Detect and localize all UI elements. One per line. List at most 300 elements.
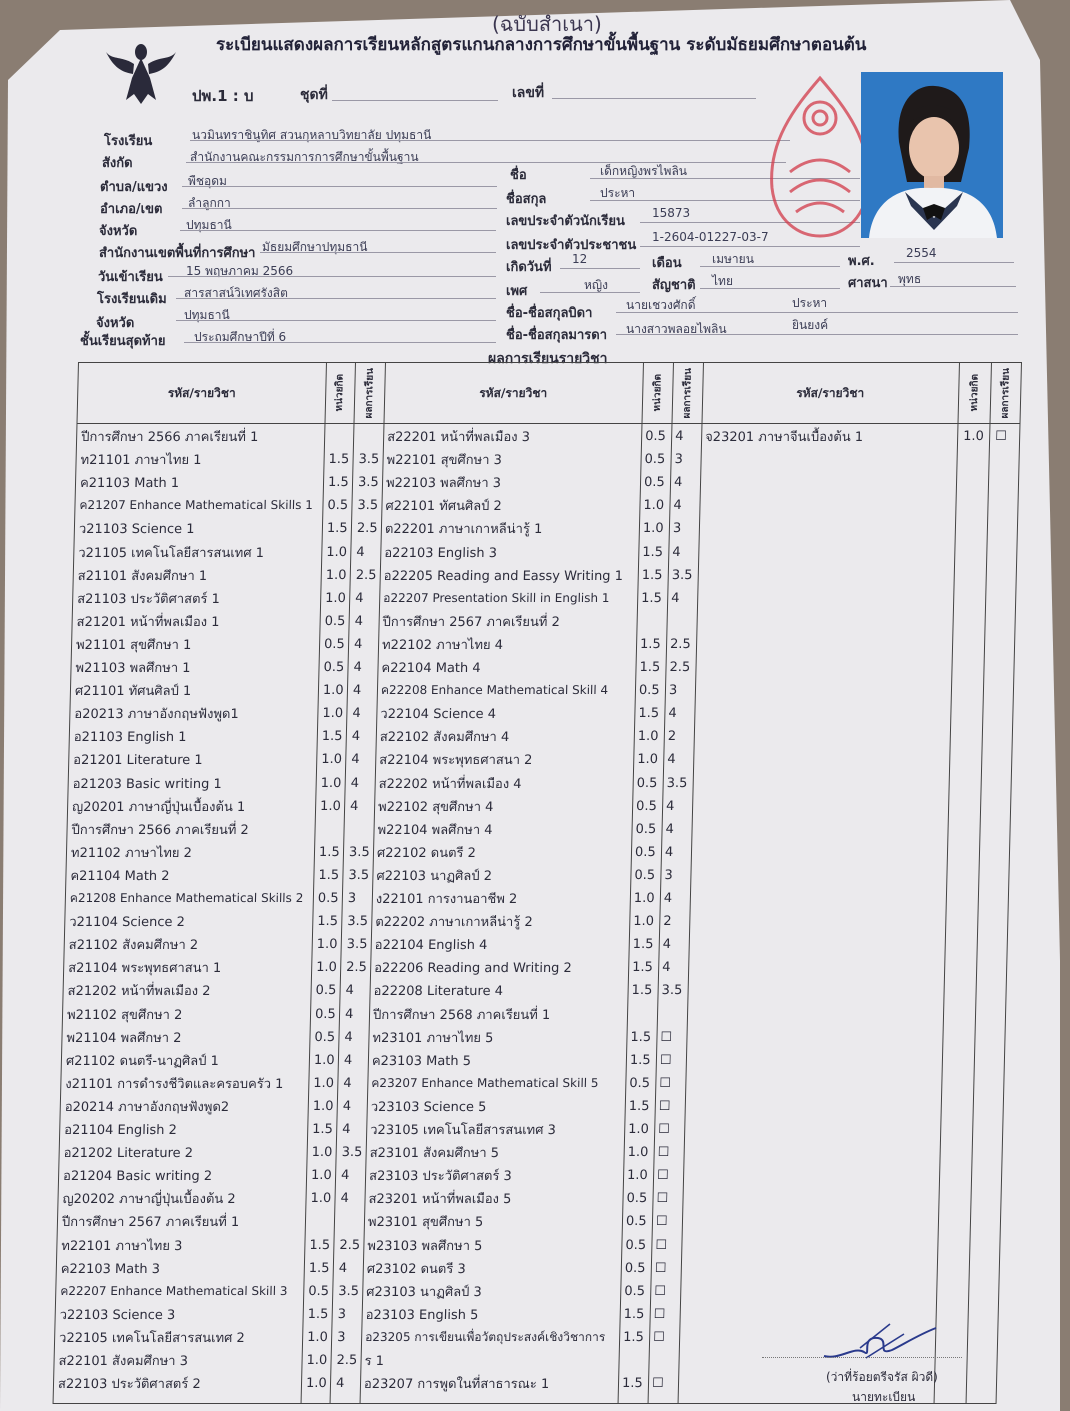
province-label: จังหวัด [99, 224, 138, 239]
grade-cell: 4 [662, 937, 672, 953]
grade-cell: 3.5 [346, 937, 368, 953]
father-label: ชื่อ-ชื่อสกุลบิดา [506, 306, 593, 321]
subject-cell: ส22202 หน้าที่พลเมือง 4 [378, 776, 522, 792]
subject-cell: ค22207 Enhance Mathematical Skill 3 [60, 1283, 288, 1298]
subject-cell: ส23101 สังคมศึกษา 5 [369, 1146, 500, 1162]
subject-cell: อ23103 English 5 [365, 1307, 479, 1323]
credit-cell: 1.0 [633, 891, 655, 906]
credit-cell: 1.0 [306, 1329, 329, 1345]
grade-cell: 4 [352, 706, 361, 722]
grade-cell: 4 [344, 1006, 354, 1022]
subject-cell: พ21104 พลศึกษา 2 [66, 1030, 182, 1046]
credit-cell: 1.5 [632, 937, 654, 953]
grade-cell: 3 [668, 683, 678, 699]
credit-cell: 1.5 [308, 1260, 330, 1276]
subject-cell: ง21101 การดำรงชีวิตและครอบครัว 1 [65, 1076, 284, 1092]
citizen-id-label: เลขประจำตัวประชาชน [506, 238, 637, 253]
grade-cell: ☐ [655, 1214, 668, 1230]
col3-grade-line [966, 363, 992, 1403]
results-section-title: ผลการเรียนรายวิชา [488, 351, 608, 367]
grade-cell: 4 [342, 1122, 351, 1137]
grade-cell: 3.5 [671, 567, 693, 583]
subject-cell: ค21207 Enhance Mathematical Skills 1 [79, 498, 314, 513]
subject-cell: อ20214 ภาษาอังกฤษฟังพูด2 [64, 1099, 230, 1115]
subject-cell: ว22105 เทคโนโลยีสารสนเทศ 2 [58, 1330, 245, 1346]
mother-label: ชื่อ-ชื่อสกุลมารดา [506, 328, 608, 343]
col2-subject-header: รหัส/รายวิชา [383, 363, 642, 424]
grade-cell: 4 [340, 1168, 350, 1184]
credit-cell: 1.0 [310, 1191, 332, 1207]
credit-cell: 1.0 [322, 683, 344, 699]
term-heading: ปีการศึกษา 2568 ภาคเรียนที่ 1 [372, 1007, 551, 1023]
set-label: ชุดที่ [300, 87, 328, 103]
subject-cell: พ22102 สุขศึกษา 4 [377, 799, 494, 815]
subject-cell: อ22208 Literature 4 [373, 984, 504, 1000]
subject-cell: ต22202 ภาษาเกาหลีน่ารู้ 2 [375, 915, 533, 931]
credit-cell: 0.5 [323, 636, 345, 652]
credit-cell: 0.5 [636, 775, 658, 791]
subject-cell: พ22101 สุขศึกษา 3 [386, 453, 503, 469]
grade-cell: 4 [351, 752, 360, 768]
grade-cell: ☐ [653, 1306, 666, 1322]
grade-cell: 3.5 [661, 983, 683, 999]
grade-cell: 3.5 [348, 844, 370, 860]
citizen-id-value: 1-2604-01227-03-7 [652, 230, 769, 244]
subject-cell: ค21208 Enhance Mathematical Skills 2 [69, 891, 304, 905]
subject-cell: ว22103 Science 3 [59, 1307, 176, 1323]
registrar-signature-icon [820, 1316, 940, 1366]
grade-cell: ☐ [657, 1145, 670, 1161]
credit-cell: 1.0 [311, 1145, 333, 1161]
subject-cell: ค22104 Math 4 [381, 661, 481, 676]
credit-cell: 1.5 [326, 521, 348, 537]
credit-cell: 1.0 [312, 1098, 334, 1114]
grade-cell: 4 [673, 475, 683, 491]
religion-label: ศาสนา [848, 276, 888, 291]
district-line [182, 208, 497, 209]
subject-cell: อ22103 English 3 [384, 545, 498, 561]
subject-cell: อ22206 Reading and Writing 2 [373, 961, 572, 977]
grade-cell: 4 [672, 544, 681, 560]
subject-cell: ส22101 สังคมศึกษา 3 [58, 1354, 189, 1369]
registrar-role: นายทะเบียน [852, 1390, 916, 1404]
credit-cell: 1.5 [307, 1306, 329, 1322]
credit-cell: 1.0 [326, 544, 348, 560]
birth-month-line [700, 266, 840, 267]
grade-cell: 4 [351, 729, 361, 745]
subject-cell: ว21105 เทคโนโลยีสารสนเทศ 1 [78, 545, 265, 561]
credit-cell: 1.0 [626, 1168, 648, 1184]
grade-cell: 3 [672, 521, 682, 537]
father-first: นายเชวงศักดิ์ [626, 298, 696, 312]
student-id-label: เลขประจำตัวนักเรียน [506, 214, 625, 229]
subject-cell: ศ23103 นาฏศิลป์ 3 [366, 1284, 482, 1300]
nationality-label: สัญชาติ [652, 278, 696, 293]
credit-cell: 1.5 [641, 590, 663, 606]
birth-month-value: เมษายน [712, 252, 754, 266]
subject-cell: อ21203 Basic writing 1 [72, 776, 222, 792]
grade-cell: ☐ [994, 429, 1008, 444]
signature-line [762, 1357, 962, 1358]
grade-cell: 4 [355, 590, 364, 606]
birth-year-line [894, 262, 1014, 263]
province-value: ปทุมธานี [186, 218, 232, 232]
subject-cell: ญ20202 ภาษาญี่ปุ่นเบื้องต้น 2 [62, 1192, 236, 1208]
credit-cell: 0.5 [635, 821, 657, 837]
credit-cell: 0.5 [625, 1214, 647, 1230]
col2-grade-header [671, 363, 702, 424]
prev-school-value: สารสาสน์วิเทศรังสิต [184, 286, 288, 300]
affiliation-line [186, 162, 786, 163]
subject-cell: จ23201 ภาษาจีนเบื้องต้น 1 [704, 430, 864, 445]
term-heading: ปีการศึกษา 2567 ภาคเรียนที่ 2 [382, 614, 561, 630]
credit-cell: 0.5 [324, 613, 346, 629]
grade-cell: 4 [349, 798, 359, 814]
last-level-value: ประถมศึกษาปีที่ 6 [194, 330, 287, 344]
credit-cell: 1.0 [320, 775, 342, 791]
credit-cell: 1.0 [628, 1122, 650, 1137]
school-line [190, 140, 790, 141]
subject-cell: ค23207 Enhance Mathematical Skill 5 [371, 1075, 599, 1090]
birth-year-value: 2554 [906, 246, 937, 260]
grade-cell: 2.5 [355, 567, 377, 583]
term-heading: ร 1 [364, 1354, 385, 1369]
subject-cell: ง22101 การงานอาชีพ 2 [375, 892, 518, 907]
grade-cell: 2.5 [356, 521, 378, 537]
subject-cell: อ23207 การพูดในที่สาธารณะ 1 [363, 1377, 550, 1393]
subject-cell: พ21101 สุขศึกษา 1 [75, 637, 192, 653]
subject-cell: อ21104 English 2 [64, 1123, 178, 1138]
subject-cell: ว21103 Science 1 [78, 522, 195, 538]
student-portrait-icon [861, 72, 1003, 238]
prev-province-value: ปทุมธานี [184, 308, 230, 322]
entry-line [168, 276, 496, 277]
surname-label: ชื่อสกุล [506, 192, 547, 207]
affiliation-label: สังกัด [102, 156, 133, 171]
father-line [616, 312, 1018, 313]
student-id-value: 15873 [652, 206, 691, 220]
subdistrict-value: พืชอุดม [188, 174, 227, 188]
grade-cell: 4 [335, 1376, 345, 1392]
credit-cell: 1.5 [632, 960, 654, 976]
term-heading: ปีการศึกษา 2566 ภาคเรียนที่ 1 [80, 430, 259, 445]
grade-cell: 3.5 [348, 867, 370, 883]
grade-cell: ☐ [658, 1098, 671, 1114]
credit-cell: 0.5 [644, 429, 667, 444]
document-title: ระเบียนแสดงผลการเรียนหลักสูตรแกนกลางการศึกษาขั้นพื้นฐาน ระดับมัธยมศึกษาตอนต้น [216, 35, 867, 55]
subject-cell: ส22104 พระพุทธศาสนา 2 [379, 753, 533, 769]
subject-cell: ส21103 ประวัติศาสตร์ 1 [77, 591, 221, 607]
col3-grade-header [989, 363, 1020, 424]
subject-cell: ส21104 พระพุทธศาสนา 1 [67, 961, 222, 977]
subject-cell: พ21103 พลศึกษา 1 [75, 661, 191, 676]
credit-cell: 1.5 [629, 1052, 651, 1068]
grade-cell: 4 [356, 544, 365, 560]
term-heading: ปีการศึกษา 2567 ภาคเรียนที่ 1 [61, 1215, 240, 1231]
garuda-emblem-icon [104, 38, 178, 108]
subject-cell: ส21101 สังคมศึกษา 1 [77, 568, 208, 584]
col2-credit-header-text: หน่วยกิต [651, 374, 664, 412]
grade-cell: 4 [353, 660, 362, 675]
credit-cell: 1.0 [316, 960, 338, 976]
grade-cell: 4 [663, 891, 673, 906]
credit-cell: 0.5 [629, 1075, 651, 1091]
col1-credit-header [324, 363, 354, 424]
credit-cell: 1.5 [628, 1098, 650, 1114]
grade-cell: 3.5 [347, 914, 369, 930]
subject-cell: ส21102 สังคมศึกษา 2 [68, 938, 199, 954]
grade-cell: 4 [353, 636, 363, 652]
subject-cell: ส22103 ประวัติศาสตร์ 2 [57, 1377, 201, 1393]
subject-cell: อ21202 Literature 2 [63, 1146, 194, 1162]
grade-cell: 4 [344, 1029, 353, 1045]
subject-cell: อ21103 English 1 [73, 730, 187, 746]
area-value: มัธยมศึกษาปทุมธานี [262, 240, 368, 254]
mother-first: นางสาวพลอยไพลิน [626, 322, 727, 336]
subject-cell: ศ22103 นาฏศิลป์ 2 [376, 868, 493, 884]
subject-cell: อ21204 Basic writing 2 [62, 1169, 213, 1185]
subject-cell: ค22208 Enhance Mathematical Skill 4 [380, 683, 609, 698]
prev-school-label: โรงเรียนเดิม [97, 292, 167, 307]
grade-cell: 3 [337, 1306, 347, 1322]
school-label: โรงเรียน [104, 134, 153, 149]
grade-cell: ☐ [660, 1029, 673, 1045]
grade-cell: 4 [340, 1191, 350, 1207]
grade-cell: 3 [336, 1329, 346, 1345]
nationality-value: ไทย [712, 274, 733, 288]
credit-cell: 0.5 [317, 891, 339, 906]
subject-cell: ค23103 Math 5 [371, 1053, 472, 1069]
grade-cell: 4 [667, 752, 676, 768]
subject-cell: พ22103 พลศึกษา 3 [385, 476, 502, 492]
results-table [53, 362, 1022, 1404]
grade-cell: 4 [352, 683, 362, 699]
credit-cell: 0.5 [638, 683, 660, 699]
col3-start-line [678, 363, 704, 1403]
grade-cell: 4 [342, 1098, 352, 1114]
subject-cell: อ22104 English 4 [374, 938, 488, 954]
prev-school-line [176, 298, 496, 299]
grade-cell: 4 [350, 775, 360, 791]
subject-cell: อ22205 Reading and Eassy Writing 1 [383, 568, 624, 584]
grade-cell: 3 [664, 867, 673, 883]
credit-cell: 1.5 [639, 636, 661, 652]
grade-cell: ☐ [654, 1260, 667, 1276]
credit-cell: 1.0 [325, 590, 347, 606]
grade-cell: 3.5 [357, 498, 379, 514]
subject-cell: ว23105 เทคโนโลยีสารสนเทศ 3 [370, 1123, 557, 1138]
credit-cell: 1.5 [630, 1029, 652, 1045]
copy-label: (ฉบับสำเนา) [492, 12, 602, 36]
credit-cell: 0.5 [308, 1283, 330, 1299]
col3-grade-header-text: ผลการเรียน [999, 367, 1012, 419]
grade-cell: 4 [345, 983, 355, 999]
credit-cell: 1.0 [637, 752, 659, 768]
name-value: เด็กหญิงพรไพลิน [600, 164, 688, 178]
form-code: ปพ.1 : บ [192, 87, 254, 105]
credit-cell: 1.0 [319, 798, 342, 814]
nationality-line [700, 288, 840, 289]
grade-cell: 2.5 [336, 1353, 358, 1368]
subject-cell: พ23101 สุขศึกษา 5 [367, 1215, 484, 1231]
credit-cell: 1.0 [637, 729, 659, 745]
grade-cell: 4 [673, 498, 682, 514]
grade-cell: ☐ [656, 1191, 669, 1207]
grade-cell: 4 [662, 960, 671, 976]
subject-cell: ท21102 ภาษาไทย 2 [70, 845, 193, 861]
credit-cell: 0.5 [635, 798, 658, 814]
credit-cell: 0.5 [634, 844, 656, 860]
credit-cell: 1.5 [312, 1122, 334, 1137]
grade-cell: 3.5 [358, 452, 380, 468]
subject-cell: อ22207 Presentation Skill in English 1 [383, 590, 610, 605]
credit-cell: 0.5 [314, 1006, 336, 1022]
col1-subject-header: รหัส/รายวิชา [77, 363, 325, 424]
subject-cell: ว22104 Science 4 [380, 707, 497, 723]
col1-grade-header-text: ผลการเรียน [363, 367, 376, 419]
subject-cell: ต22201 ภาษาเกาหลีน่ารู้ 1 [384, 522, 543, 538]
credit-cell: 1.0 [322, 706, 344, 722]
subject-cell: ญ20201 ภาษาญี่ปุ่นเบื้องต้น 1 [71, 799, 246, 815]
subject-cell: ค21104 Math 2 [70, 868, 170, 884]
grade-cell: 2.5 [669, 660, 691, 675]
col3-credit-header [957, 363, 990, 424]
credit-cell: 1.0 [321, 752, 343, 768]
credit-cell: 1.5 [321, 729, 343, 745]
subject-cell: ศ22101 ทัศนศิลป์ 2 [385, 499, 502, 515]
grade-cell: 3 [674, 452, 684, 468]
grade-cell: ☐ [656, 1168, 669, 1184]
credit-cell: 0.5 [323, 660, 345, 675]
credit-cell: 0.5 [643, 475, 665, 491]
subject-cell: พ21102 สุขศึกษา 2 [66, 1007, 183, 1023]
credit-cell: 1.5 [623, 1306, 645, 1322]
grade-cell: 4 [665, 821, 675, 837]
registrar-name: (ว่าที่ร้อยตรีจรัส ผิวดี) [826, 1370, 938, 1384]
grade-cell: ☐ [651, 1376, 664, 1392]
subject-cell: ศ21102 ดนตรี-นาฏศิลป์ 1 [65, 1053, 220, 1069]
subject-cell: ศ23102 ดนตรี 3 [366, 1261, 466, 1277]
grade-cell: 2.5 [339, 1237, 361, 1253]
religion-value: พุทธ [898, 272, 922, 286]
grade-cell: ☐ [652, 1329, 666, 1345]
subject-cell: ส21201 หน้าที่พลเมือง 1 [76, 614, 220, 630]
grade-cell: 4 [668, 706, 677, 722]
grade-cell: ☐ [654, 1283, 667, 1299]
birth-month-label: เดือน [652, 256, 682, 271]
col2-grade-header-text: ผลการเรียน [681, 367, 694, 419]
credit-cell: 1.0 [643, 498, 665, 514]
prev-province-label: จังหวัด [96, 316, 135, 331]
credit-cell: 1.0 [313, 1075, 335, 1091]
grade-cell: 4 [343, 1075, 352, 1091]
grade-cell: 2 [667, 729, 677, 745]
grade-cell: 2.5 [346, 960, 368, 976]
area-line [260, 252, 496, 253]
grade-cell: 3.5 [666, 775, 688, 791]
credit-cell: 1.0 [316, 937, 338, 953]
student-photo [861, 72, 1003, 238]
set-line [332, 100, 498, 101]
subdistrict-line [182, 186, 497, 187]
credit-cell: 1.0 [306, 1353, 328, 1368]
credit-cell: 0.5 [625, 1237, 647, 1253]
grade-cell: 4 [664, 844, 674, 860]
birth-day-label: เกิดวันที่ [506, 260, 552, 275]
credit-cell: 1.5 [309, 1237, 331, 1253]
entry-value: 15 พฤษภาคม 2566 [186, 264, 294, 278]
credit-cell: 0.5 [327, 498, 349, 514]
credit-cell: 1.5 [621, 1376, 643, 1392]
credit-cell: 0.5 [624, 1260, 646, 1276]
subject-cell: พ22104 พลศึกษา 4 [377, 822, 493, 838]
grade-cell: 4 [665, 798, 675, 814]
sex-value: หญิง [584, 278, 608, 292]
surname-value: ประหา [600, 186, 636, 200]
birth-day-line [560, 268, 640, 269]
mother-last: ยินยงค์ [792, 318, 829, 332]
term-heading: ปีการศึกษา 2566 ภาคเรียนที่ 2 [71, 822, 249, 838]
grade-cell: 4 [354, 613, 364, 629]
province-line [180, 230, 496, 231]
col1-grade-header [353, 363, 384, 424]
father-last: ประหา [792, 296, 828, 310]
credit-cell: 1.5 [318, 867, 340, 883]
credit-cell: 0.5 [624, 1283, 646, 1299]
grade-cell: 4 [343, 1052, 353, 1068]
credit-cell: 1.5 [328, 452, 350, 468]
district-value: ลำลูกกา [188, 196, 231, 210]
grade-cell: 4 [338, 1260, 348, 1276]
number-line [552, 98, 756, 99]
citizen-id-line [640, 246, 860, 247]
subject-cell: ท22102 ภาษาไทย 4 [381, 637, 504, 653]
mother-line [616, 334, 1018, 335]
credit-cell: 1.5 [638, 706, 660, 722]
col3-credit-line [934, 363, 960, 1403]
credit-cell: 1.0 [313, 1052, 335, 1068]
last-level-label: ชั้นเรียนสุดท้าย [80, 334, 166, 349]
entry-label: วันเข้าเรียน [98, 270, 163, 285]
grade-cell: 3.5 [357, 475, 379, 491]
religion-line [890, 286, 1016, 287]
last-level-line [184, 342, 496, 343]
subject-cell: ว23103 Science 5 [370, 1099, 487, 1115]
credit-cell: 1.5 [641, 567, 663, 583]
subject-cell: อ20213 ภาษาอังกฤษฟังพูด1 [74, 707, 239, 723]
subject-cell: ว21104 Science 2 [69, 915, 186, 931]
credit-cell: 1.0 [325, 567, 347, 583]
credit-cell: 1.0 [642, 521, 664, 537]
subject-cell: อ21201 Literature 1 [73, 753, 203, 769]
credit-cell: 1.5 [642, 544, 664, 560]
grade-cell: 2.5 [669, 636, 691, 652]
subject-cell: ศ21101 ทัศนศิลป์ 1 [74, 684, 192, 700]
subject-cell: ท23101 ภาษาไทย 5 [372, 1030, 494, 1046]
subject-cell: ท21101 ภาษาไทย 1 [80, 453, 202, 469]
subject-cell: ศ22102 ดนตรี 2 [376, 845, 477, 861]
credit-cell: 0.5 [634, 867, 656, 883]
credit-cell: 1.5 [327, 475, 349, 491]
credit-cell: 1.5 [631, 983, 653, 999]
credit-cell: 1.0 [627, 1145, 649, 1161]
grade-cell: ☐ [658, 1122, 671, 1137]
subject-cell: ส22102 สังคมศึกษา 4 [379, 730, 510, 746]
subject-cell: ส23103 ประวัติศาสตร์ 3 [368, 1169, 512, 1185]
grade-cell: 4 [671, 590, 680, 606]
district-label: อำเภอ/เขต [100, 202, 163, 217]
grade-cell: ☐ [659, 1052, 672, 1068]
